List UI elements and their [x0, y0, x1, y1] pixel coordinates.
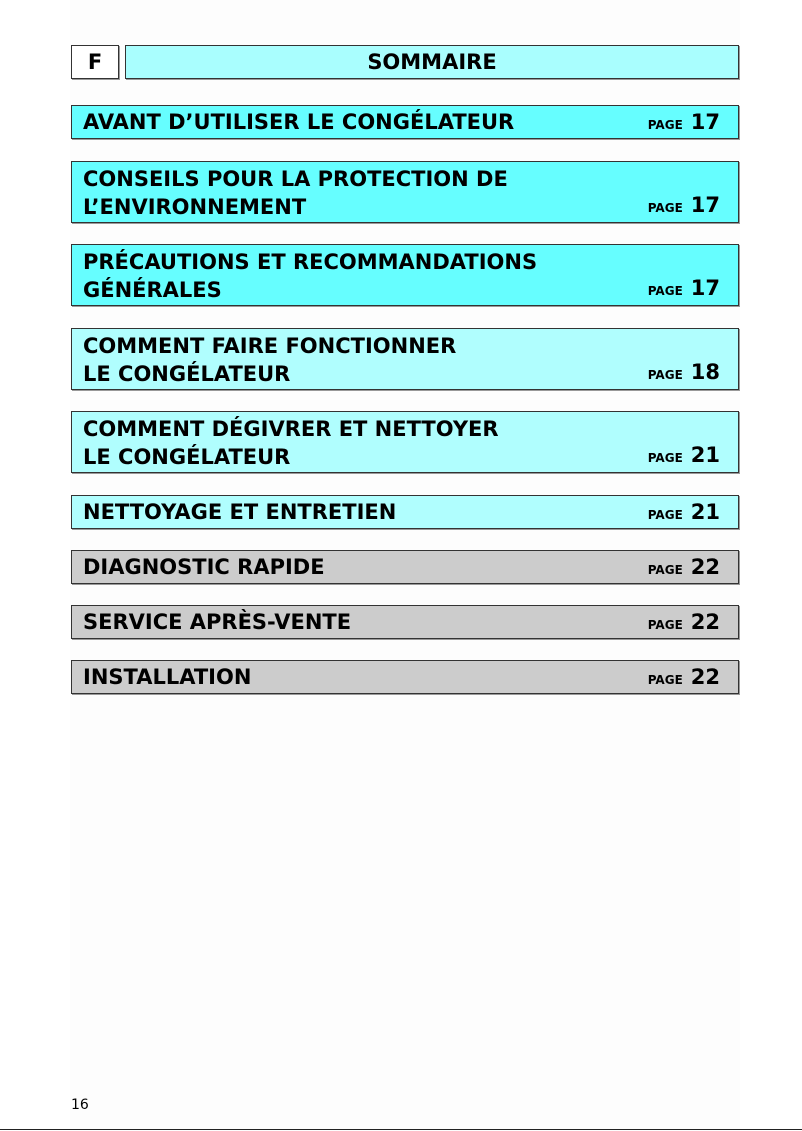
toc-entry-page: PAGE 17: [647, 193, 720, 217]
toc-entry-title: COMMENT FAIRE FONCTIONNER LE CONGÉLATEUR: [83, 334, 457, 386]
language-code: F: [87, 50, 103, 74]
toc-entry-fonctionner[interactable]: [71, 328, 739, 390]
toc-entry-conseils-environnement[interactable]: [71, 161, 739, 223]
toc-entry-title: PRÉCAUTIONS ET RECOMMANDATIONS GÉNÉRALES: [83, 250, 538, 302]
page-title-box: [125, 45, 739, 79]
language-badge: [71, 45, 119, 79]
toc-entry-page: PAGE 22: [647, 610, 720, 634]
toc-entry-title: NETTOYAGE ET ENTRETIEN: [83, 500, 397, 524]
toc-entry-page: PAGE 22: [647, 555, 720, 579]
toc-entry-nettoyage[interactable]: [71, 495, 739, 529]
page-number: 16: [71, 1097, 89, 1113]
toc-entry-title: SERVICE APRÈS-VENTE: [83, 610, 352, 634]
toc-entry-page: PAGE 21: [647, 500, 720, 524]
toc-entry-page: PAGE 21: [647, 443, 720, 467]
toc-entry-page: PAGE 22: [647, 665, 720, 689]
toc-entry-page: PAGE 17: [647, 276, 720, 300]
toc-entry-degivrer[interactable]: [71, 411, 739, 473]
toc-entry-title: AVANT D’UTILISER LE CONGÉLATEUR: [83, 110, 515, 134]
toc-entry-precautions[interactable]: [71, 244, 739, 306]
toc-entry-installation[interactable]: [71, 660, 739, 694]
toc-entry-title: DIAGNOSTIC RAPIDE: [83, 555, 325, 579]
toc-entry-title: COMMENT DÉGIVRER ET NETTOYER LE CONGÉLATEUR: [83, 417, 499, 469]
toc-entry-page: PAGE 17: [647, 110, 720, 134]
toc-entry-service[interactable]: [71, 605, 739, 639]
toc-entry-title: INSTALLATION: [83, 665, 252, 689]
toc-entry-diagnostic[interactable]: [71, 550, 739, 584]
bottom-rule: [0, 1129, 802, 1130]
toc-entry-title: CONSEILS POUR LA PROTECTION DE L’ENVIRONNEMENT: [83, 167, 508, 219]
page-title: SOMMAIRE: [367, 50, 497, 74]
toc-entry-page: PAGE 18: [647, 360, 720, 384]
toc-entry-avant-utiliser[interactable]: [71, 105, 739, 139]
